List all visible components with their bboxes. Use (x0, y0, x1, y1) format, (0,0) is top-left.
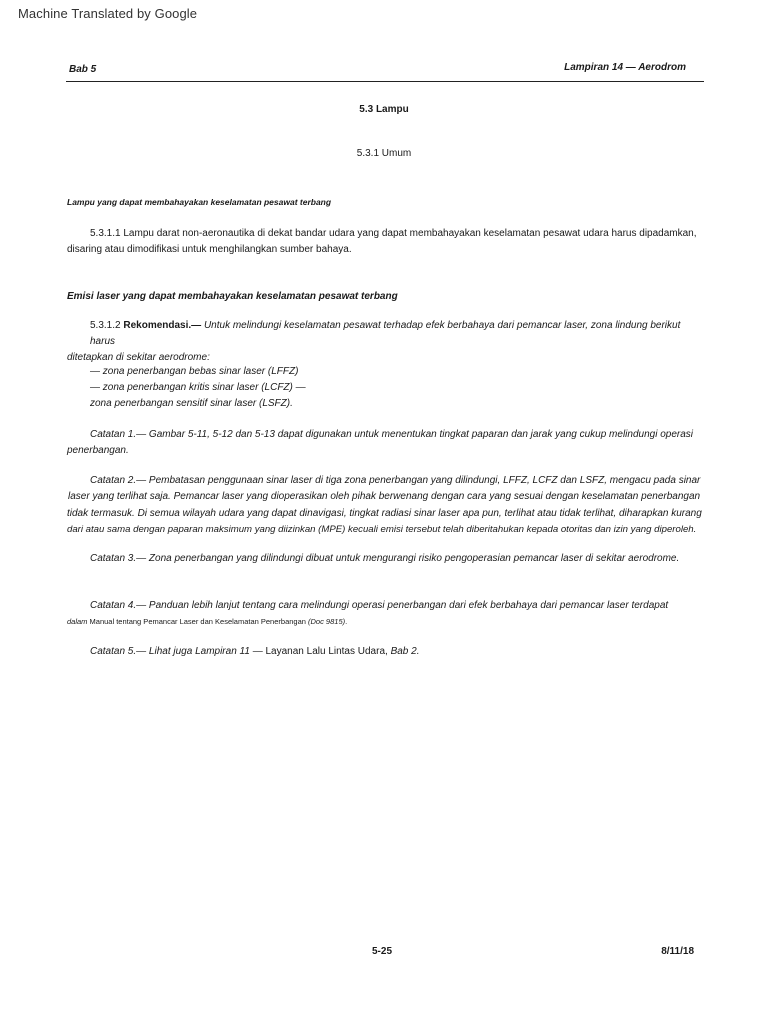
header-annex: Lampiran 14 — Aerodrom (564, 62, 686, 73)
note-line: dari atau sama dengan paparan maksimum yang diizinkan (MPE) kecuali emisi tersebut telah diberitahukan kepada otoritas dan izin yang diperoleh. (67, 523, 697, 535)
section-title: 5.3 Lampu (359, 104, 409, 115)
heading-laser-emissions: Emisi laser yang dapat membahayakan keselamatan pesawat terbang (67, 291, 398, 302)
paragraph-number: 5.3.1.2 (90, 320, 124, 331)
note-4 (67, 598, 707, 630)
paragraph-5-3-1-1 (67, 226, 707, 258)
note-line: Catatan 4.— Panduan lebih lanjut tentang cara melindungi operasi penerbangan dari efek berbahaya dari pemancar laser terdapat (90, 600, 669, 611)
doc-reference: (Doc 9815) (308, 617, 346, 626)
note-5 (67, 644, 707, 660)
paragraph-5-3-1-2 (67, 318, 707, 366)
footer-date: 8/11/18 (661, 946, 694, 957)
paragraph-line: ditetapkan di sekitar aerodrome: (67, 352, 210, 363)
note-line: tidak termasuk. Di semua wilayah udara yang dapat dinavigasi, tingkat radiasi sinar laser apa pun, terlihat atau tidak terlihat, diharapkan kurang (67, 507, 702, 519)
note-line (67, 644, 707, 660)
header-chapter: Bab 5 (69, 64, 97, 75)
note-3 (67, 551, 707, 567)
zone-list (90, 364, 690, 412)
note-text: . (345, 617, 348, 626)
note-line: laser yang terlihat saja. Pemancar laser yang dioperasikan oleh pihak berwenang dengan cara yang sesuai dengan keselamatan penerbangan (68, 491, 701, 503)
header-rule (66, 81, 704, 82)
note-line: Catatan 2.— Pembatasan penggunaan sinar laser di tiga zona penerbangan yang dilindungi, LFFZ, LCFZ dan LSFZ, mengacu pada sinar (90, 475, 701, 486)
note-text: Catatan 5.— Lihat juga Lampiran 11 — (90, 646, 263, 657)
note-line (67, 614, 707, 630)
note-line: Catatan 3.— Zona penerbangan yang dilindungi dibuat untuk mengurangi risiko pengoperasian pemancar laser di sekitar aerodrome. (90, 553, 680, 564)
manual-title: Manual tentang Pemancar Laser dan Keselamatan Penerbangan (87, 617, 309, 626)
note-line: penerbangan. (67, 445, 129, 456)
note-text: dalam (67, 617, 88, 626)
chapter-reference: Bab 2. (390, 646, 420, 657)
footer-page-number: 5-25 (372, 946, 393, 957)
paragraph-text: Untuk melindungi keselamatan pesawat terhadap efek berbahaya dari pemancar laser, zona lindung berikut harus (90, 320, 681, 347)
note-line: Catatan 1.— Gambar 5-11, 5-12 dan 5-13 dapat digunakan untuk menentukan tingkat paparan dan jarak yang cukup melindungi operasi (90, 429, 693, 440)
machine-translation-banner: Machine Translated by Google (18, 6, 198, 21)
zone-item-lffz: — zona penerbangan bebas sinar laser (LFFZ) (90, 366, 299, 377)
paragraph-line: disaring atau dimodifikasi untuk menghilangkan sumber bahaya. (67, 244, 352, 255)
recommendation-label: Rekomendasi.— (123, 320, 202, 331)
note-1 (67, 427, 707, 459)
paragraph-line: 5.3.1.1 Lampu darat non-aeronautika di dekat bandar udara yang dapat membahayakan keselamatan pesawat udara harus dipadamkan, (90, 228, 697, 239)
paragraph-line (67, 318, 707, 350)
zone-item-lsfz: zona penerbangan sensitif sinar laser (LSFZ). (90, 398, 293, 409)
subsection-title: 5.3.1 Umum (356, 148, 412, 159)
zone-item-lcfz: — zona penerbangan kritis sinar laser (LCFZ) — (90, 382, 306, 393)
annex-reference: Layanan Lalu Lintas Udara, (262, 646, 391, 657)
note-2 (67, 473, 707, 538)
heading-hazard-lights: Lampu yang dapat membahayakan keselamatan pesawat terbang (67, 197, 332, 207)
